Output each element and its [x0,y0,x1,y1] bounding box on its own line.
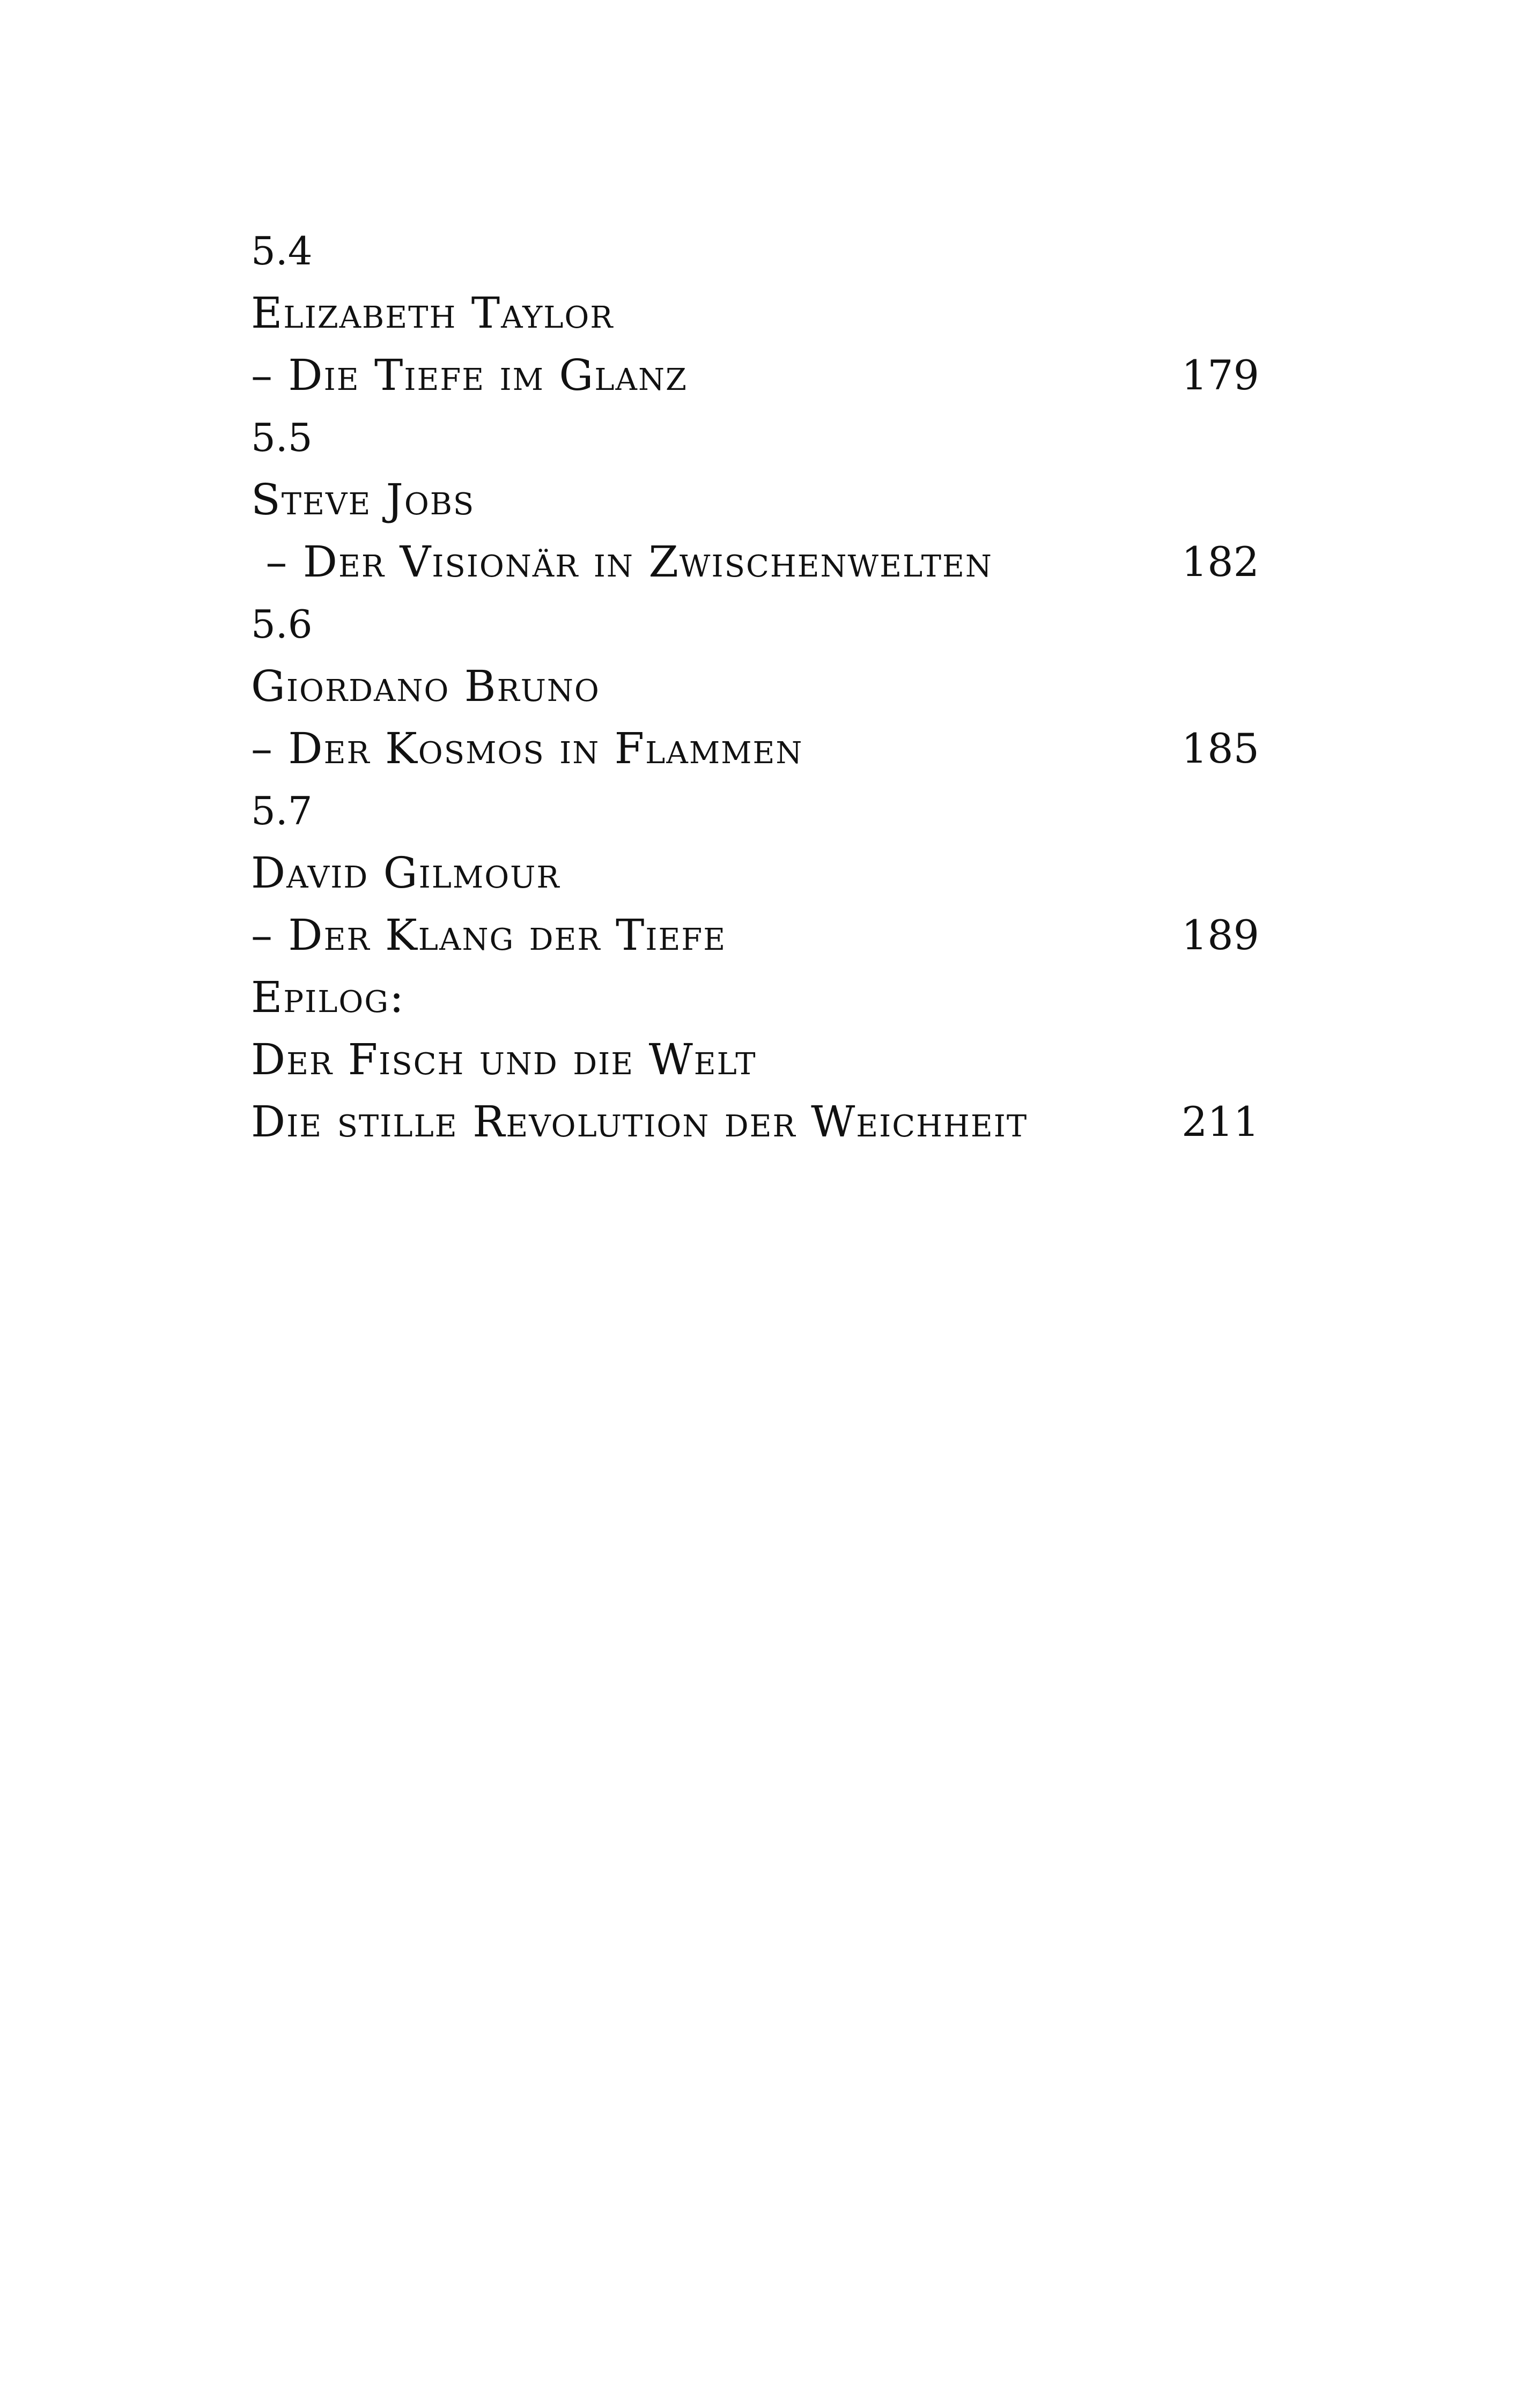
toc-epilog-title: Der Fisch und die Welt [251,1035,757,1084]
toc-entry-subtitle-row[interactable] [251,531,1259,593]
toc-page-number: 182 [1181,538,1259,586]
toc-entry-title: David Gilmour [251,848,560,898]
toc-entry-subtitle: – Der Kosmos in Flammen [251,723,803,773]
toc-entry-number: 5.4 [251,228,313,274]
toc-entry-number: 5.5 [251,415,313,460]
toc-entry-subtitle-row[interactable] [251,718,1259,780]
toc-epilog-label: Epilog: [251,972,405,1022]
toc-entry-subtitle-row[interactable] [251,904,1259,966]
table-of-contents [251,220,1259,1153]
toc-page-number: 211 [1181,1098,1259,1146]
toc-page-number: 185 [1181,725,1259,772]
toc-entry-title: Elizabeth Taylor [251,288,614,338]
toc-entry-title: Steve Jobs [251,475,475,525]
toc-page-number: 189 [1181,911,1259,959]
toc-entry-subtitle: – Der Visionär in Zwischenwelten [251,537,993,587]
toc-entry-subtitle: – Der Klang der Tiefe [251,910,727,960]
toc-entry-subtitle-row[interactable] [251,344,1259,407]
toc-epilog-subtitle-row[interactable] [251,1091,1259,1153]
toc-entry-number: 5.7 [251,788,313,833]
toc-epilog-subtitle: Die stille Revolution der Weichheit [251,1097,1028,1147]
toc-entry-subtitle: – Die Tiefe im Glanz [251,350,688,400]
toc-entry-number: 5.6 [251,602,313,647]
toc-entry-title: Giordano Bruno [251,661,600,711]
toc-page-number: 179 [1181,351,1259,399]
